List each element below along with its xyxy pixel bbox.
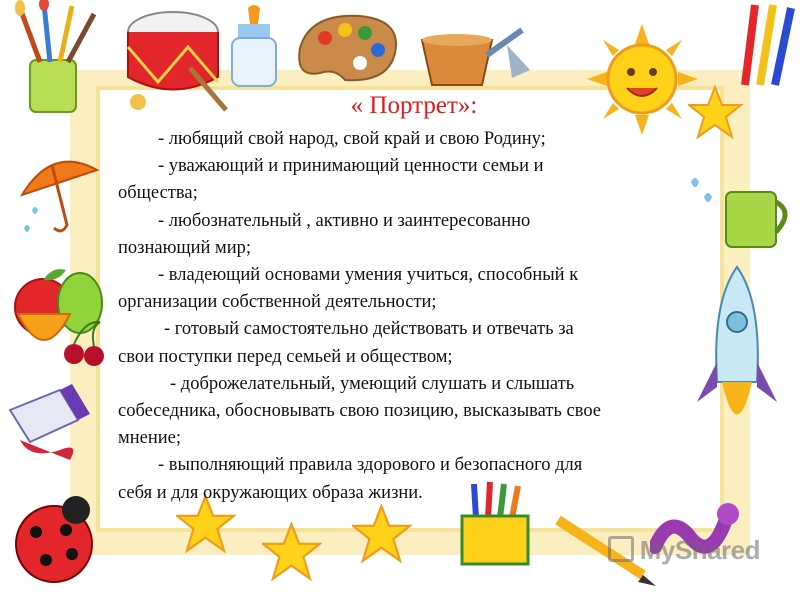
glue-bottle-icon — [224, 2, 284, 92]
slide-title: « Портрет»: — [350, 92, 478, 119]
text-line: - любящий свой народ, свой край и свою Родину; — [158, 129, 546, 149]
star-icon — [352, 504, 412, 564]
text-line: - выполняющий правила здорового и безопасного для — [158, 455, 583, 476]
text-line: познающий мир; — [118, 237, 252, 258]
watermark: MyShared — [608, 535, 760, 566]
text-line: себя и для окружающих образа жизни. — [118, 482, 423, 503]
text-line: мнение; — [118, 428, 181, 449]
text-line: - владеющий основами умения учиться, способный к — [158, 265, 579, 286]
paint-palette-icon — [290, 8, 405, 88]
text-line: собеседника, обосновывать свою позицию, высказывать свое — [118, 401, 602, 422]
trowel-bucket-icon — [412, 0, 532, 95]
star-icon — [262, 522, 322, 582]
ladybug-icon — [6, 492, 101, 587]
crayons-icon — [735, 0, 800, 90]
watermark-logo-icon — [608, 536, 634, 562]
text-line: - уважающий и принимающий ценности семьи и — [158, 156, 544, 177]
paint-tube-icon — [0, 380, 100, 470]
text-line: - любознательный , активно и заинтересованно — [158, 210, 531, 231]
text-line: организации собственной деятельности; — [118, 292, 437, 313]
orange-slice-icon — [14, 306, 74, 356]
slide-body — [118, 126, 708, 507]
text-line: свои поступки перед семьей и обществом; — [118, 346, 453, 367]
text-line: - готовый самостоятельно действовать и отвечать за — [164, 319, 574, 340]
text-line: общества; — [118, 183, 198, 204]
text-line: - доброжелательный, умеющий слушать и слышать — [170, 373, 575, 394]
umbrella-icon — [12, 140, 102, 240]
